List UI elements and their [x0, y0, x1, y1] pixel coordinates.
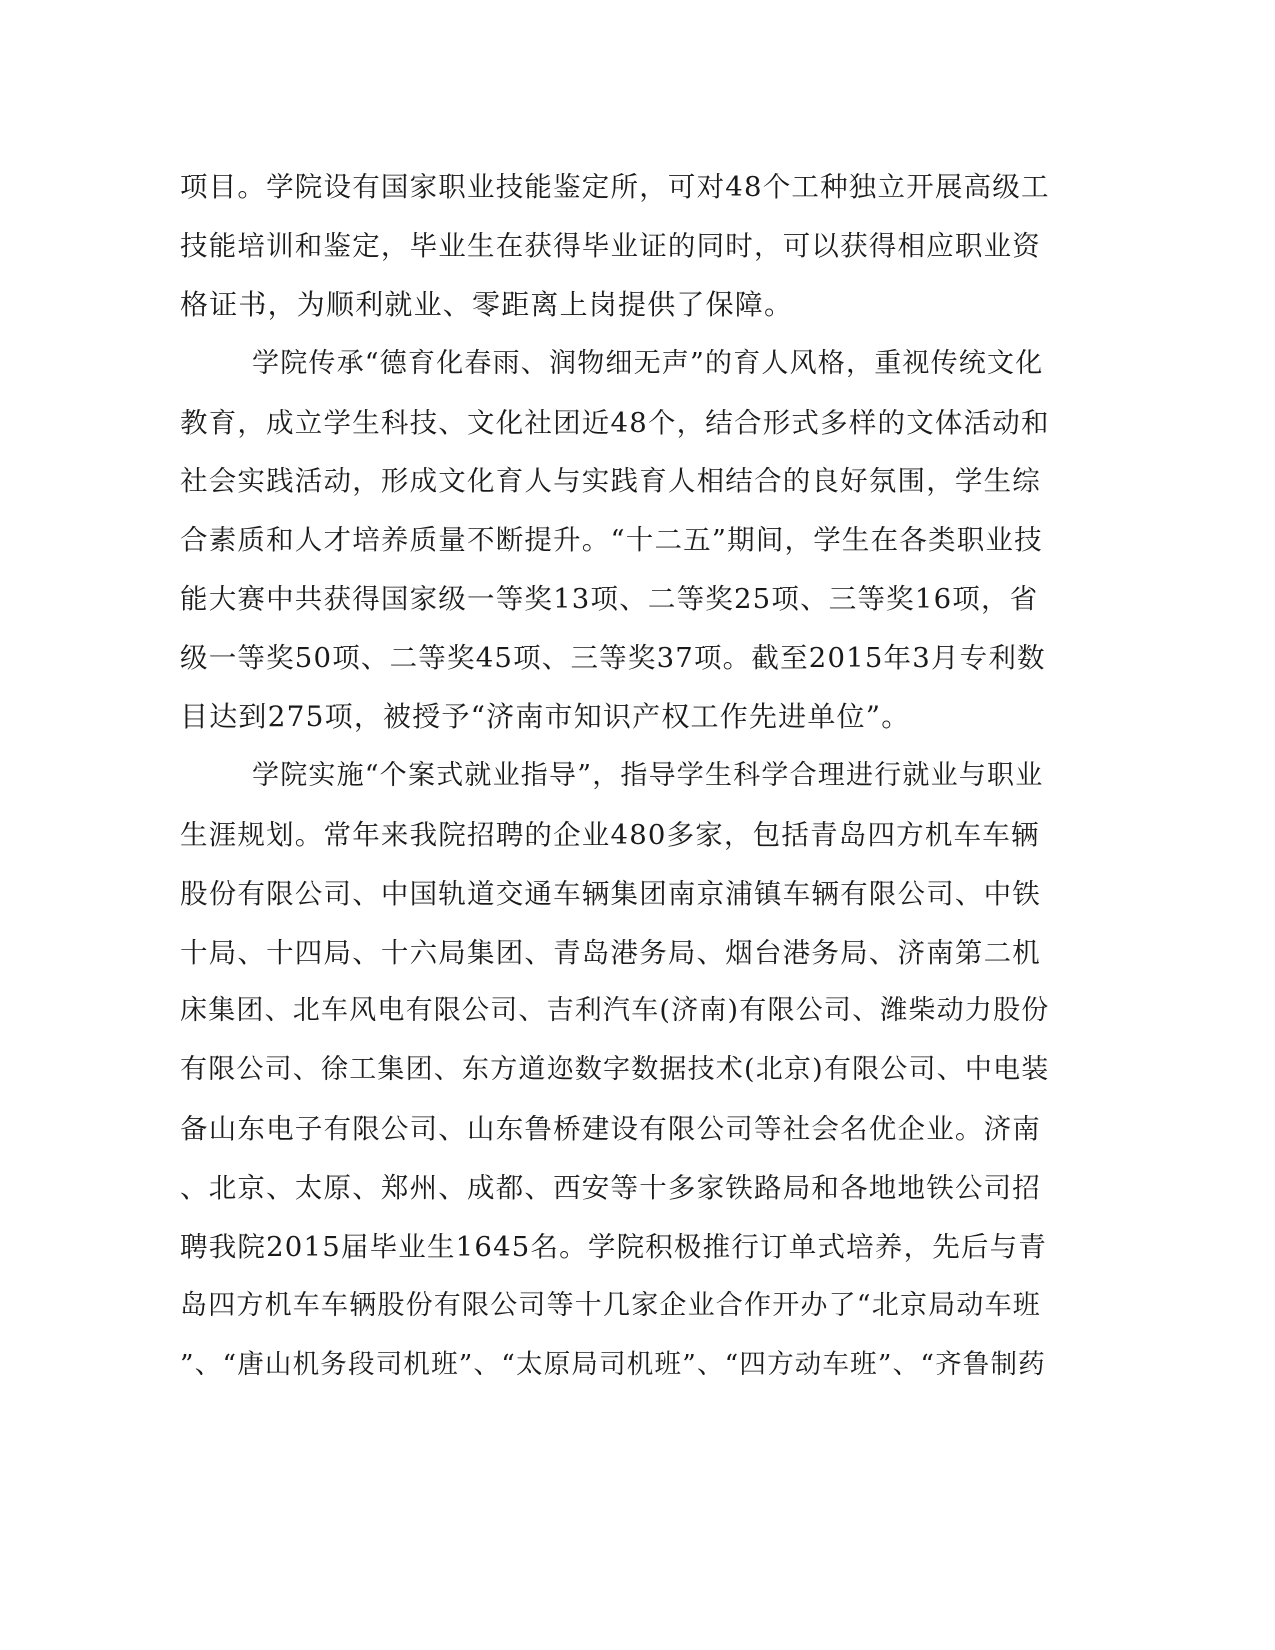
- text-line: 生涯规划。常年来我院招聘的企业480多家，包括青岛四方机车车辆: [180, 818, 1040, 851]
- paragraph-first-line: 学院传承“德育化春雨、润物细无声”的育人风格，重视传统文化: [252, 347, 1044, 379]
- text-line: 能大赛中共获得国家级一等奖13项、二等奖25项、三等奖16项，省: [180, 583, 1039, 616]
- text-line: 有限公司、徐工集团、东方道迩数字数据技术(北京)有限公司、中电装: [180, 1054, 1050, 1086]
- text-line: 床集团、北车风电有限公司、吉利汽车(济南)有限公司、潍柴动力股份: [180, 995, 1050, 1027]
- text-line: 目达到275项，被授予“济南市知识产权工作先进单位”。: [180, 700, 911, 734]
- text-line: 项目。学院设有国家职业技能鉴定所，可对48个工种独立开展高级工: [180, 171, 1050, 203]
- text-line: 社会实践活动，形成文化育人与实践育人相结合的良好氛围，学生综: [180, 465, 1041, 498]
- text-line: 岛四方机车车辆股份有限公司等十几家企业合作开办了“北京局动车班: [180, 1289, 1042, 1321]
- text-line: 合素质和人才培养质量不断提升。“十二五”期间，学生在各类职业技: [180, 524, 1043, 557]
- text-line: 聘我院2015届毕业生1645名。学院积极推行订单式培养，先后与青: [180, 1231, 1048, 1264]
- body-text: [180, 158, 1050, 1395]
- paragraph-first-line: 学院实施“个案式就业指导”，指导学生科学合理进行就业与职业: [252, 759, 1044, 791]
- text-line: 股份有限公司、中国轨道交通车辆集团南京浦镇车辆有限公司、中铁: [180, 877, 1041, 910]
- text-line: 十局、十四局、十六局集团、青岛港务局、烟台港务局、济南第二机: [180, 936, 1041, 969]
- text-line: 教育，成立学生科技、文化社团近48个，结合形式多样的文体活动和: [180, 406, 1050, 439]
- text-line: ”、“唐山机务段司机班”、“太原局司机班”、“四方动车班”、“齐鲁制药: [180, 1348, 1046, 1380]
- text-line: 技能培训和鉴定，毕业生在获得毕业证的同时，可以获得相应职业资: [180, 229, 1041, 262]
- text-line: 、北京、太原、郑州、成都、西安等十多家铁路局和各地地铁公司招: [180, 1172, 1041, 1205]
- text-line: 备山东电子有限公司、山东鲁桥建设有限公司等社会名优企业。济南: [180, 1113, 1041, 1146]
- text-line: 格证书，为顺利就业、零距离上岗提供了保障。: [180, 287, 794, 321]
- text-line: 级一等奖50项、二等奖45项、三等奖37项。截至2015年3月专利数: [180, 642, 1046, 675]
